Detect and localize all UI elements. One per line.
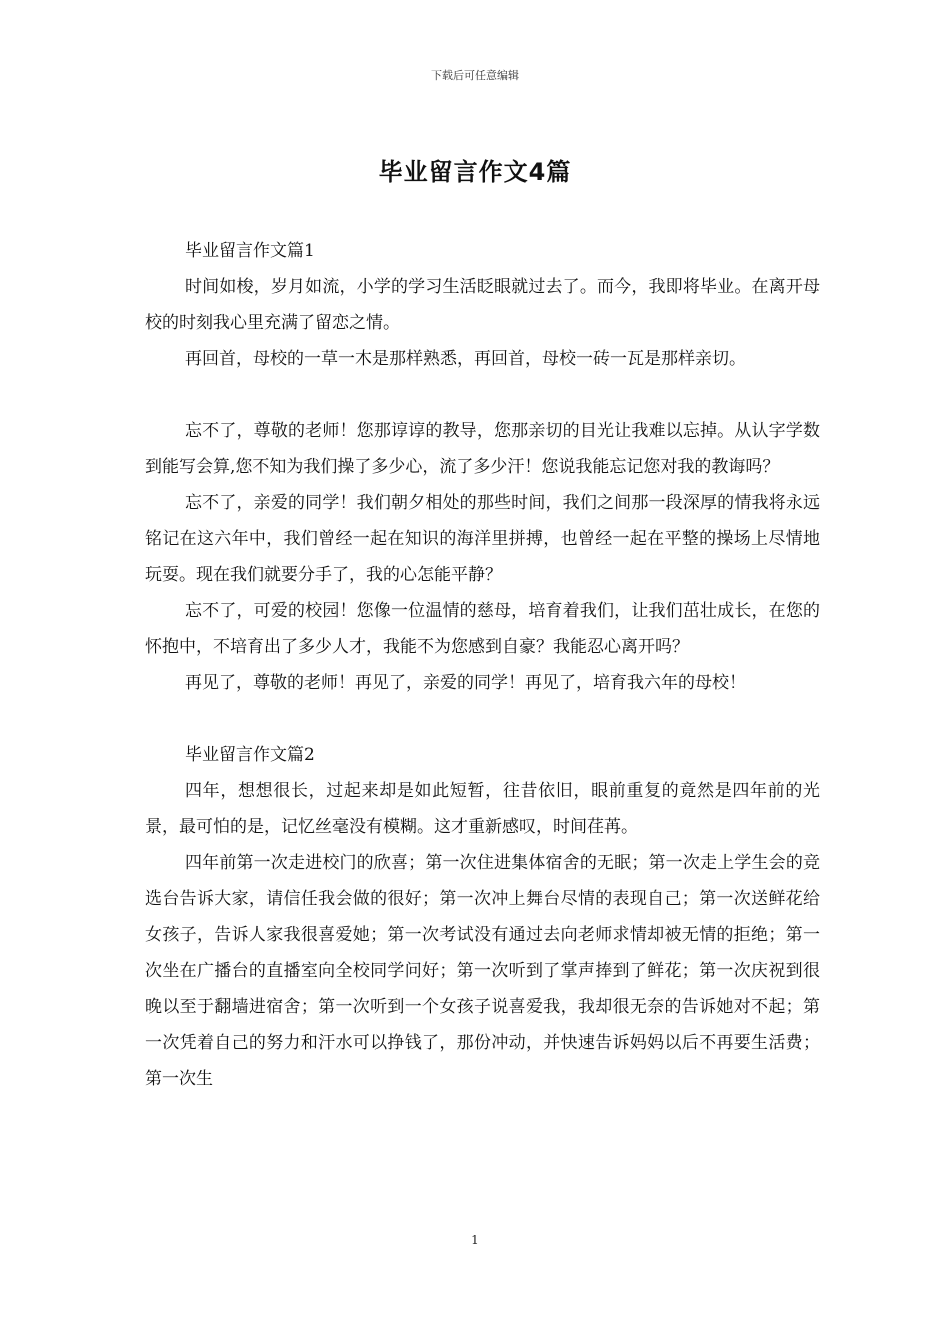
blank-line bbox=[145, 377, 820, 413]
blank-line bbox=[145, 701, 820, 737]
paragraph: 忘不了，可爱的校园！您像一位温情的慈母，培育着我们，让我们茁壮成长，在您的怀抱中，不培育出了多少人才，我能不为您感到自豪？我能忍心离开吗？ bbox=[145, 601, 820, 657]
paragraph: 再见了，尊敬的老师！再见了，亲爱的同学！再见了，培育我六年的母校！ bbox=[185, 673, 746, 693]
section-1-heading: 毕业留言作文篇1 bbox=[185, 241, 315, 261]
header-note: 下载后可任意编辑 bbox=[431, 69, 519, 82]
document-body bbox=[145, 233, 820, 1097]
paragraph: 四年前第一次走进校门的欣喜；第一次住进集体宿舍的无眠；第一次走上学生会的竞选台告诉大家，请信任我会做的很好；第一次冲上舞台尽情的表现自己；第一次送鲜花给女孩子，告诉人家我很喜爱她；第一次考试没有通过去向老师求情却被无情的拒绝；第一次坐在广播台的直播室向全校同学问好；第一次听到了掌声捧到了鲜花；第一次庆祝到很晚以至于翻墙进宿舍；第一次听到一个女孩子说喜爱我，我却很无奈的告诉她对不起；第一次凭着自己的努力和汗水可以挣钱了，那份冲动，并快速告诉妈妈以后不再要生活费；第一次生 bbox=[145, 853, 820, 1089]
paragraph: 时间如梭，岁月如流，小学的学习生活眨眼就过去了。而今，我即将毕业。在离开母校的时刻我心里充满了留恋之情。 bbox=[145, 277, 820, 333]
document-title: 毕业留言作文4篇 bbox=[378, 158, 572, 186]
paragraph: 忘不了，尊敬的老师！您那谆谆的教导，您那亲切的目光让我难以忘掉。从认字学数到能写会算,您不知为我们操了多少心，流了多少汗！您说我能忘记您对我的教诲吗？ bbox=[145, 421, 820, 477]
paragraph: 四年，想想很长，过起来却是如此短暂，往昔依旧，眼前重复的竟然是四年前的光景，最可怕的是，记忆丝毫没有模糊。这才重新感叹，时间荏苒。 bbox=[145, 781, 820, 837]
section-2-heading: 毕业留言作文篇2 bbox=[185, 745, 315, 765]
paragraph: 忘不了，亲爱的同学！我们朝夕相处的那些时间，我们之间那一段深厚的情我将永远铭记在这六年中，我们曾经一起在知识的海洋里拼搏，也曾经一起在平整的操场上尽情地玩耍。现在我们就要分手了，我的心怎能平静？ bbox=[145, 493, 820, 585]
page-number: 1 bbox=[471, 1233, 479, 1247]
paragraph: 再回首，母校的一草一木是那样熟悉，再回首，母校一砖一瓦是那样亲切。 bbox=[185, 349, 746, 369]
